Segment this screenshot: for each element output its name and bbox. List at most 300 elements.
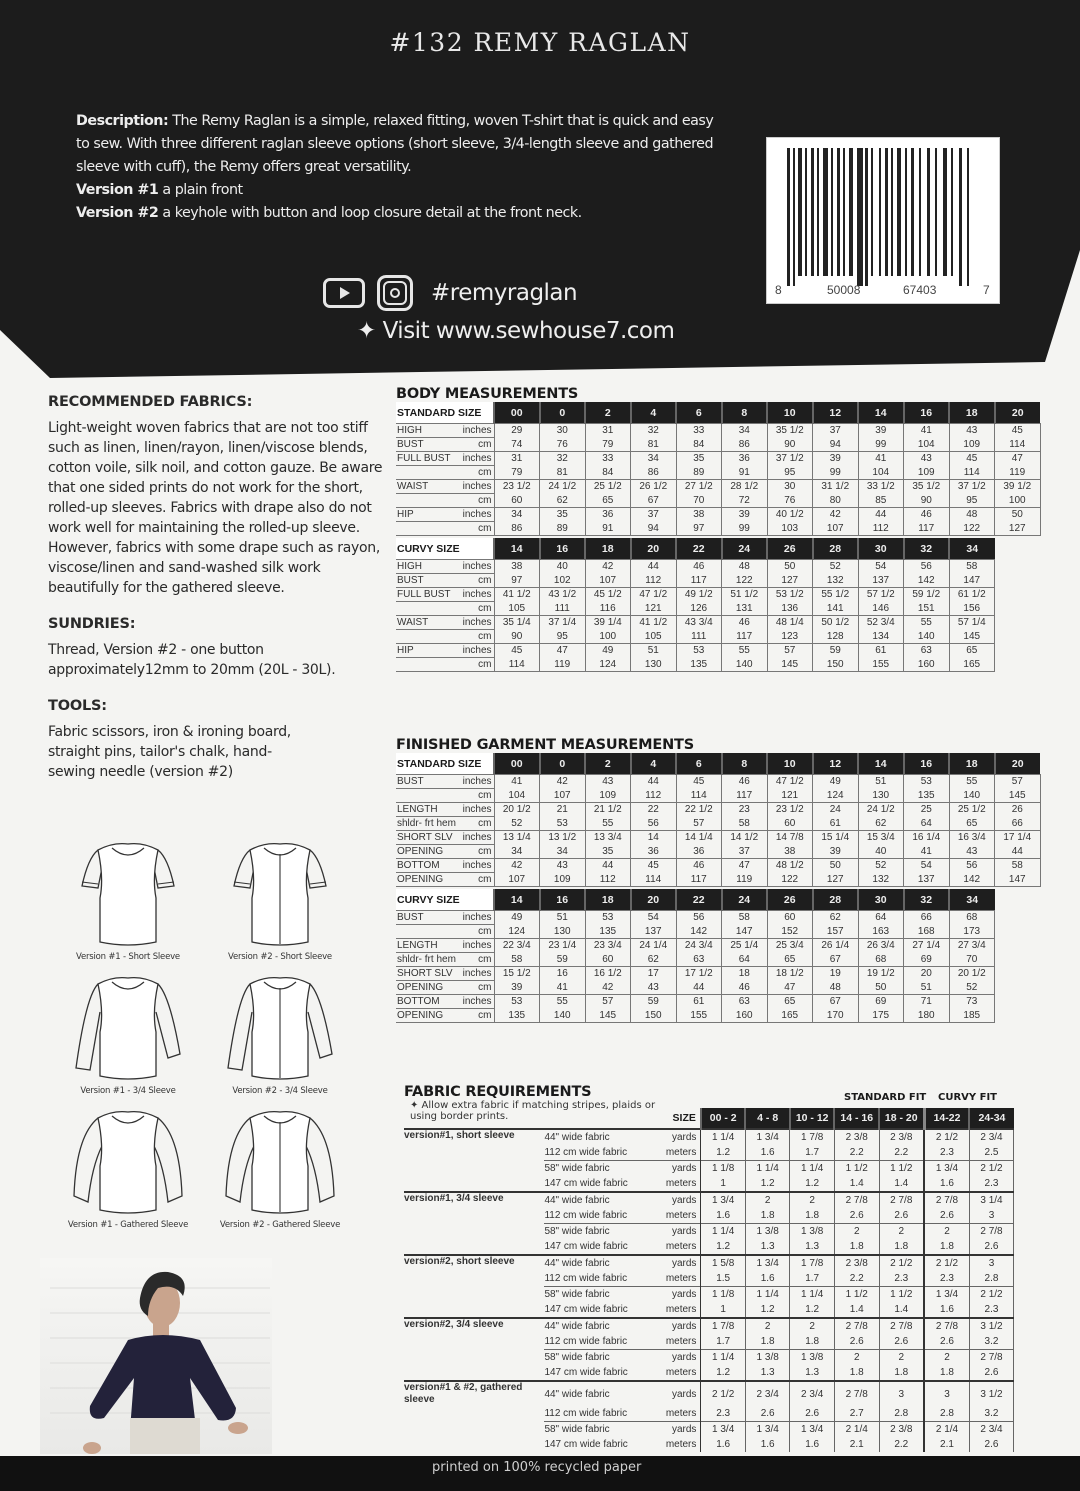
fabric-value: 2 <box>834 1350 879 1366</box>
unit: yards <box>649 1422 701 1438</box>
fabric-value: 1 1/2 <box>879 1287 924 1303</box>
fabric-row <box>404 1176 1014 1192</box>
cell-value: 43 3/4 <box>676 616 722 630</box>
cell-value: 99 <box>813 466 859 480</box>
cell-value: 160 <box>722 1009 768 1023</box>
size-header: 16 <box>904 402 950 424</box>
table-row <box>396 560 995 574</box>
size-header: 10 <box>767 753 813 775</box>
fabric-row <box>404 1287 1014 1303</box>
cell-value: 14 1/4 <box>676 831 722 845</box>
cell-value: 37 <box>813 424 859 438</box>
fabric-value: 2.6 <box>790 1406 835 1422</box>
cell-value: 165 <box>949 658 995 672</box>
cell-value: 15 1/2 <box>494 967 540 981</box>
cell-value: 21 1/2 <box>585 803 631 817</box>
row-unit: inches <box>462 425 492 436</box>
hashtag[interactable]: #remyraglan <box>431 280 578 306</box>
cell-value: 135 <box>904 789 950 803</box>
fabric-value: 1.6 <box>745 1437 789 1452</box>
cell-value: 70 <box>949 953 995 967</box>
table-row <box>396 658 995 672</box>
fabric-value: 2 7/8 <box>969 1350 1013 1366</box>
row-unit: cm <box>478 523 492 534</box>
fabric-width: 58" wide fabric <box>544 1287 648 1303</box>
cell-value: 146 <box>858 602 904 616</box>
cell-value: 127 <box>813 873 859 887</box>
row-name: HIP <box>397 509 414 520</box>
recommended-fabrics <box>48 392 388 598</box>
table-row <box>396 480 1040 494</box>
cell-value: 72 <box>722 494 768 508</box>
unit: meters <box>649 1208 701 1224</box>
cell-value: 99 <box>858 438 904 452</box>
fabric-value: 2.3 <box>924 1145 969 1161</box>
size-header: 18 <box>585 538 631 560</box>
garment-drawing <box>210 838 350 968</box>
fabric-note: ✦ Allow extra fabric if matching stripes, plaids or using border prints. <box>410 1100 656 1122</box>
fabric-value: 1.6 <box>701 1437 746 1452</box>
size-header: 30 <box>858 538 904 560</box>
cell-value: 114 <box>494 658 540 672</box>
cell-value: 31 <box>585 424 631 438</box>
cell-value: 37 <box>631 508 677 522</box>
table-row <box>396 873 1040 887</box>
size-header: 8 <box>722 753 768 775</box>
size-header: 20 <box>995 402 1041 424</box>
row-unit: cm <box>478 926 492 937</box>
cell-value: 47 <box>767 981 813 995</box>
cell-value: 44 <box>631 560 677 574</box>
fabric-value: 2.3 <box>969 1302 1013 1318</box>
fabric-value: 2.8 <box>879 1406 924 1422</box>
cell-value: 39 <box>858 424 904 438</box>
size-header: 14-22 <box>924 1108 969 1129</box>
row-label <box>396 644 494 658</box>
cell-value: 102 <box>540 574 586 588</box>
cell-value: 114 <box>631 873 677 887</box>
cell-value: 132 <box>813 574 859 588</box>
fabric-row <box>404 1318 1014 1334</box>
cell-value: 119 <box>995 466 1041 480</box>
row-label <box>396 911 494 925</box>
fabric-value: 2.6 <box>834 1334 879 1350</box>
size-header: 12 <box>813 402 859 424</box>
fabric-value: 1 1/4 <box>701 1129 746 1145</box>
fabric-width: 44" wide fabric <box>544 1255 648 1271</box>
cell-value: 25 1/4 <box>722 939 768 953</box>
cell-value: 37 1/4 <box>540 616 586 630</box>
fabric-value: 1.6 <box>701 1208 746 1224</box>
fabric-row <box>404 1239 1014 1255</box>
barcode-bar <box>823 148 828 276</box>
cell-value: 64 <box>722 953 768 967</box>
cell-value: 16 1/2 <box>585 967 631 981</box>
unit: yards <box>649 1192 701 1208</box>
fabric-value: 3.2 <box>969 1406 1013 1422</box>
size-header-label: STANDARD SIZE <box>396 753 494 775</box>
fabric-value: 1.2 <box>701 1239 746 1255</box>
row-unit: cm <box>478 575 492 586</box>
cell-value: 52 <box>949 981 995 995</box>
technical-drawings <box>58 838 358 1238</box>
cell-value: 61 <box>676 995 722 1009</box>
garment-sketch-icon <box>220 838 340 950</box>
table-row <box>396 644 995 658</box>
row-label <box>396 873 494 887</box>
cell-value: 122 <box>767 873 813 887</box>
fabric-value: 2 7/8 <box>924 1192 969 1208</box>
cell-value: 52 3/4 <box>858 616 904 630</box>
tools <box>48 696 388 782</box>
drawing-caption: Version #1 - Short Sleeve <box>76 952 180 962</box>
cell-value: 46 <box>676 560 722 574</box>
cell-value: 109 <box>540 873 586 887</box>
fabric-value: 1 7/8 <box>790 1129 835 1145</box>
barcode-bar <box>927 148 930 276</box>
row-label <box>396 508 494 522</box>
cell-value: 104 <box>858 466 904 480</box>
cell-value: 50 <box>858 981 904 995</box>
cell-value: 41 <box>494 775 540 789</box>
size-header: 20 <box>631 538 677 560</box>
size-header: 14 <box>494 538 540 560</box>
cell-value: 84 <box>585 466 631 480</box>
finished-standard-table <box>396 753 1041 887</box>
cell-value: 112 <box>858 522 904 536</box>
cell-value: 142 <box>676 925 722 939</box>
cell-value: 58 <box>722 911 768 925</box>
cell-value: 136 <box>767 602 813 616</box>
cell-value: 150 <box>813 658 859 672</box>
barcode-bar <box>787 148 790 286</box>
cell-value: 37 <box>722 845 768 859</box>
cell-value: 85 <box>858 494 904 508</box>
table-row <box>396 602 995 616</box>
barcode-bar <box>843 148 845 276</box>
cell-value: 36 <box>631 845 677 859</box>
unit: yards <box>649 1381 701 1406</box>
cell-value: 117 <box>722 789 768 803</box>
barcode-bar <box>871 148 873 276</box>
cell-value: 117 <box>722 630 768 644</box>
youtube-icon[interactable] <box>323 278 365 308</box>
fabric-value: 2 <box>924 1224 969 1240</box>
barcode-bar <box>798 148 802 276</box>
description-label: Description: <box>76 113 169 129</box>
fabric-value: 2 7/8 <box>834 1318 879 1334</box>
cell-value: 18 1/2 <box>767 967 813 981</box>
cell-value: 105 <box>631 630 677 644</box>
cell-value: 67 <box>813 953 859 967</box>
fabric-value: 2.6 <box>924 1208 969 1224</box>
cell-value: 86 <box>494 522 540 536</box>
fabric-value: 1.2 <box>745 1176 789 1192</box>
cell-value: 22 <box>631 803 677 817</box>
cell-value: 147 <box>722 925 768 939</box>
barcode-bar <box>943 148 947 276</box>
cell-value: 62 <box>813 911 859 925</box>
row-label <box>396 789 494 803</box>
cell-value: 150 <box>631 1009 677 1023</box>
row-unit: inches <box>462 804 492 815</box>
size-header: 20 <box>631 889 677 911</box>
cell-value: 57 <box>585 995 631 1009</box>
fabric-value: 2 3/4 <box>745 1381 789 1406</box>
cell-value: 91 <box>722 466 768 480</box>
cell-value: 137 <box>904 873 950 887</box>
cell-value: 90 <box>494 630 540 644</box>
cell-value: 17 1/4 <box>995 831 1041 845</box>
size-header: 00 - 2 <box>701 1108 746 1129</box>
cell-value: 157 <box>813 925 859 939</box>
fabric-value: 3 <box>879 1381 924 1406</box>
version-label <box>404 1302 544 1318</box>
cell-value: 53 1/2 <box>767 588 813 602</box>
cell-value: 51 1/2 <box>722 588 768 602</box>
fabric-value: 1 1/8 <box>701 1161 746 1177</box>
row-name: BOTTOM <box>397 860 440 871</box>
size-header: 10 <box>767 402 813 424</box>
cell-value: 39 1/2 <box>995 480 1041 494</box>
cell-value: 55 <box>949 775 995 789</box>
fabric-value: 1.3 <box>790 1239 835 1255</box>
cell-value: 20 1/2 <box>494 803 540 817</box>
cell-value: 107 <box>540 789 586 803</box>
cell-value: 66 <box>904 911 950 925</box>
fabric-value: 1 1/2 <box>834 1287 879 1303</box>
cell-value: 147 <box>995 873 1041 887</box>
fabric-value: 1.3 <box>790 1365 835 1381</box>
cell-value: 114 <box>676 789 722 803</box>
row-name: BUST <box>397 575 424 586</box>
cell-value: 170 <box>813 1009 859 1023</box>
cell-value: 145 <box>767 658 813 672</box>
cell-value: 65 <box>949 817 995 831</box>
cell-value: 45 1/2 <box>585 588 631 602</box>
pattern-title: #132 REMY RAGLAN <box>389 28 691 57</box>
fabric-value: 1.2 <box>790 1176 835 1192</box>
cell-value: 48 1/2 <box>767 859 813 873</box>
row-label <box>396 981 494 995</box>
barcode-bar <box>837 148 840 276</box>
cell-value: 50 <box>767 560 813 574</box>
cell-value: 57 <box>995 775 1041 789</box>
size-header: 26 <box>767 889 813 911</box>
cell-value: 63 <box>904 644 950 658</box>
fabric-value: 2 1/4 <box>834 1422 879 1438</box>
fabric-value: 3 <box>969 1208 1013 1224</box>
row-unit: inches <box>462 561 492 572</box>
cell-value: 24 <box>813 803 859 817</box>
cell-value: 61 1/2 <box>949 588 995 602</box>
cell-value: 55 <box>904 616 950 630</box>
cell-value: 58 <box>949 560 995 574</box>
row-label <box>396 939 494 953</box>
cell-value: 130 <box>540 925 586 939</box>
cell-value: 23 1/4 <box>540 939 586 953</box>
fabric-value: 1.8 <box>790 1208 835 1224</box>
size-header: 14 <box>858 753 904 775</box>
fabric-value: 2.6 <box>879 1334 924 1350</box>
cell-value: 44 <box>631 775 677 789</box>
cell-value: 135 <box>494 1009 540 1023</box>
table-row <box>396 953 995 967</box>
row-label <box>396 466 494 480</box>
cell-value: 76 <box>767 494 813 508</box>
size-header: 4 - 8 <box>745 1108 789 1129</box>
cell-value: 104 <box>904 438 950 452</box>
fabrics-text-2: However, fabrics with some drape such as rayon, viscose/linen and sand-washed silk work beautifully for the gathered sleeve. <box>48 540 380 596</box>
cell-value: 81 <box>540 466 586 480</box>
fabric-table <box>404 1108 1014 1452</box>
table-row <box>396 522 1040 536</box>
cell-value: 13 1/2 <box>540 831 586 845</box>
row-name: LENGTH <box>397 940 438 951</box>
fabric-value: 1.6 <box>924 1302 969 1318</box>
row-label <box>396 1009 494 1023</box>
unit: meters <box>649 1176 701 1192</box>
website-link[interactable]: ✦ Visit www.sewhouse7.com <box>357 318 675 344</box>
fabric-value: 1 7/8 <box>701 1318 746 1334</box>
fabric-value: 1.3 <box>745 1239 789 1255</box>
fabric-width: 147 cm wide fabric <box>544 1439 628 1450</box>
fabric-value: 1.8 <box>879 1365 924 1381</box>
cell-value: 26 3/4 <box>858 939 904 953</box>
cell-value: 23 1/2 <box>767 803 813 817</box>
fabric-value: 2.7 <box>834 1406 879 1422</box>
cell-value: 65 <box>767 995 813 1009</box>
drawing-caption: Version #1 - 3/4 Sleeve <box>80 1086 176 1096</box>
version-label: version#1, short sleeve <box>404 1129 544 1145</box>
cell-value: 20 1/2 <box>949 967 995 981</box>
fabric-value: 2.2 <box>834 1271 879 1287</box>
size-header: 16 <box>540 538 586 560</box>
cell-value: 145 <box>585 1009 631 1023</box>
fabric-value: 2.6 <box>834 1208 879 1224</box>
fabric-value: 1.2 <box>790 1302 835 1318</box>
row-name: WAIST <box>397 617 429 628</box>
cell-value: 47 <box>540 644 586 658</box>
fabric-value: 1.3 <box>745 1365 789 1381</box>
cell-value: 152 <box>767 925 813 939</box>
row-unit: inches <box>462 912 492 923</box>
cell-value: 34 <box>722 424 768 438</box>
cell-value: 111 <box>676 630 722 644</box>
cell-value: 59 <box>540 953 586 967</box>
fabric-value: 1.4 <box>834 1176 879 1192</box>
cell-value: 142 <box>949 873 995 887</box>
cell-value: 117 <box>676 873 722 887</box>
cell-value: 91 <box>585 522 631 536</box>
version-label <box>404 1437 544 1452</box>
fabric-value: 1 1/4 <box>701 1350 746 1366</box>
barcode-bar <box>811 148 814 276</box>
cell-value: 114 <box>995 438 1041 452</box>
unit: meters <box>649 1271 701 1287</box>
fabric-value: 1.6 <box>924 1176 969 1192</box>
garment-drawing <box>58 838 198 968</box>
barcode-bar <box>911 148 914 276</box>
cell-value: 39 <box>813 452 859 466</box>
cell-value: 41 <box>904 424 950 438</box>
cell-value: 64 <box>858 911 904 925</box>
cell-value: 49 <box>494 911 540 925</box>
row-label <box>396 602 494 616</box>
size-header: 34 <box>949 538 995 560</box>
cell-value: 86 <box>631 466 677 480</box>
fabric-value: 1.4 <box>879 1176 924 1192</box>
fabric-value: 2 3/8 <box>834 1129 879 1145</box>
cell-value: 43 <box>949 845 995 859</box>
cell-value: 49 1/2 <box>676 588 722 602</box>
fabric-value: 2.2 <box>879 1437 924 1452</box>
size-header: 18 <box>585 889 631 911</box>
cell-value: 48 1/4 <box>767 616 813 630</box>
cell-value: 81 <box>631 438 677 452</box>
row-name: FULL BUST <box>397 453 451 464</box>
cell-value: 55 <box>540 995 586 1009</box>
cell-value: 40 <box>540 560 586 574</box>
fabric-value: 3.2 <box>969 1334 1013 1350</box>
barcode-bar <box>891 148 893 276</box>
fabric-value: 2 <box>834 1224 879 1240</box>
cell-value: 25 <box>904 803 950 817</box>
fabric-row <box>404 1145 1014 1161</box>
cell-value: 124 <box>585 658 631 672</box>
barcode-bar <box>817 148 819 276</box>
size-header: 24 <box>722 538 768 560</box>
fabric-width: 147 cm wide fabric <box>544 1304 628 1315</box>
fabric-value: 3 <box>969 1255 1013 1271</box>
row-name: FULL BUST <box>397 589 451 600</box>
fabric-value: 3 <box>924 1381 969 1406</box>
fabric-value: 1.2 <box>701 1145 746 1161</box>
cell-value: 31 <box>494 452 540 466</box>
size-header: 6 <box>676 753 722 775</box>
cell-value: 68 <box>858 953 904 967</box>
row-label <box>396 953 494 967</box>
instagram-icon[interactable] <box>377 275 413 311</box>
fabric-width: 112 cm wide fabric <box>544 1336 628 1347</box>
size-header: 12 <box>813 753 859 775</box>
cell-value: 61 <box>858 644 904 658</box>
unit: yards <box>649 1161 701 1177</box>
version-label <box>404 1422 544 1438</box>
fabric-value: 2 3/4 <box>969 1129 1013 1145</box>
table-row <box>396 588 995 602</box>
footer-text: printed on 100% recycled paper <box>432 1460 642 1475</box>
row-label <box>396 845 494 859</box>
row-label <box>396 574 494 588</box>
version-label <box>404 1208 544 1224</box>
cell-value: 18 <box>722 967 768 981</box>
barcode-bar <box>831 148 833 276</box>
fabric-width: 58" wide fabric <box>544 1224 648 1240</box>
size-header: 20 <box>995 753 1041 775</box>
cell-value: 99 <box>722 522 768 536</box>
cell-value: 60 <box>494 494 540 508</box>
fabric-value: 1 1/8 <box>701 1287 746 1303</box>
fabric-row <box>404 1271 1014 1287</box>
cell-value: 44 <box>585 859 631 873</box>
cell-value: 67 <box>631 494 677 508</box>
cell-value: 65 <box>949 644 995 658</box>
table-row <box>396 859 1040 873</box>
fabric-value: 2.6 <box>879 1208 924 1224</box>
fabric-value: 1 3/4 <box>924 1161 969 1177</box>
fabric-value: 1.8 <box>834 1365 879 1381</box>
